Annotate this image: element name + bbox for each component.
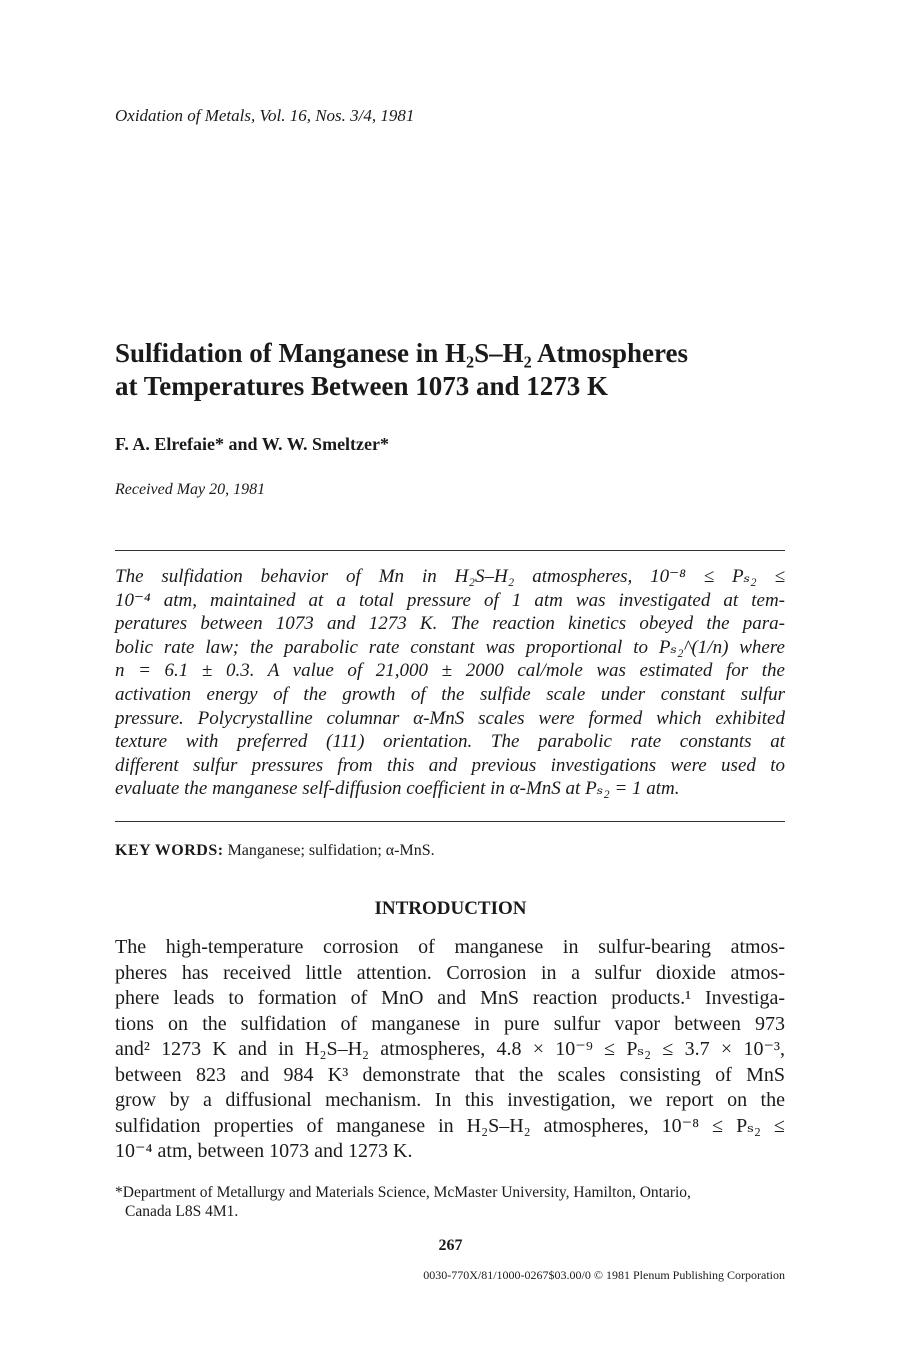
page-number: 267 xyxy=(438,1237,463,1254)
abstract-line: peratures between 1073 and 1273 K. The reaction kinetics obeyed the para- xyxy=(115,613,785,635)
abstract-top-rule xyxy=(115,550,785,551)
abstract-line: 10⁻⁴ atm, maintained at a total pressure of 1 atm was investigated at tem- xyxy=(115,589,785,611)
body-line: sulfidation properties of manganese in H₂S–H₂ atmospheres, 10⁻⁸ ≤ Pₛ₂ ≤ xyxy=(115,1114,785,1137)
footnote-line-2: Canada L8S 4M1. xyxy=(125,1203,239,1220)
title-line-1: Sulfidation of Manganese in H₂S–H₂ Atmospheres xyxy=(115,338,689,368)
abstract xyxy=(115,565,785,801)
abstract-line: bolic rate law; the parabolic rate constant was proportional to Pₛ₂^(1/n) where xyxy=(115,636,785,658)
body-line: tions on the sulfidation of manganese in pure sulfur vapor between 973 xyxy=(115,1012,785,1035)
body-line: between 823 and 984 K³ demonstrate that the scales consisting of MnS xyxy=(115,1063,785,1086)
introduction-body xyxy=(115,935,785,1165)
body-line: The high-temperature corrosion of manganese in sulfur-bearing atmos- xyxy=(115,936,785,958)
keywords-text: Manganese; sulfidation; α-MnS. xyxy=(227,842,435,859)
abstract-line: texture with preferred (111) orientation. The parabolic rate constants at xyxy=(115,731,785,753)
affiliation-footnote xyxy=(115,1183,790,1221)
body-line: pheres has received little attention. Corrosion in a sulfur dioxide atmos- xyxy=(115,961,785,984)
copyright-line: 0030-770X/81/1000-0267$03.00/0 © 1981 Plenum Publishing Corporation xyxy=(423,1268,785,1282)
paper-title xyxy=(115,337,805,403)
abstract-line: activation energy of the growth of the sulfide scale under constant sulfur xyxy=(115,683,785,705)
abstract-line: evaluate the manganese self-diffusion coefficient in α-MnS at Pₛ₂ = 1 atm. xyxy=(115,778,680,800)
author-list: F. A. Elrefaie* and W. W. Smeltzer* xyxy=(115,434,390,454)
body-line: 10⁻⁴ atm, between 1073 and 1273 K. xyxy=(115,1140,413,1162)
keywords xyxy=(115,842,435,860)
footnote-line-1: *Department of Metallurgy and Materials Science, McMaster University, Hamilton, Ontario, xyxy=(115,1184,691,1201)
abstract-line: pressure. Polycrystalline columnar α-MnS scales were formed which exhibited xyxy=(115,707,785,729)
abstract-bottom-rule xyxy=(115,821,785,822)
journal-citation: Oxidation of Metals, Vol. 16, Nos. 3/4, 1981 xyxy=(115,106,415,125)
abstract-line: The sulfidation behavior of Mn in H₂S–H₂ atmospheres, 10⁻⁸ ≤ Pₛ₂ ≤ xyxy=(115,566,785,587)
keywords-label: KEY WORDS: xyxy=(115,842,224,859)
body-line: phere leads to formation of MnO and MnS reaction products.¹ Investiga- xyxy=(115,987,785,1009)
abstract-line: n = 6.1 ± 0.3. A value of 21,000 ± 2000 cal/mole was estimated for the xyxy=(115,660,785,682)
received-date: Received May 20, 1981 xyxy=(115,481,266,498)
section-heading-introduction: INTRODUCTION xyxy=(374,898,527,919)
body-line: grow by a diffusional mechanism. In this investigation, we report on the xyxy=(115,1089,785,1111)
abstract-line: different sulfur pressures from this and previous investigations were used to xyxy=(115,754,785,776)
title-line-2: at Temperatures Between 1073 and 1273 K xyxy=(115,371,608,401)
body-line: and² 1273 K and in H₂S–H₂ atmospheres, 4.8 × 10⁻⁹ ≤ Pₛ₂ ≤ 3.7 × 10⁻³, xyxy=(115,1038,785,1060)
